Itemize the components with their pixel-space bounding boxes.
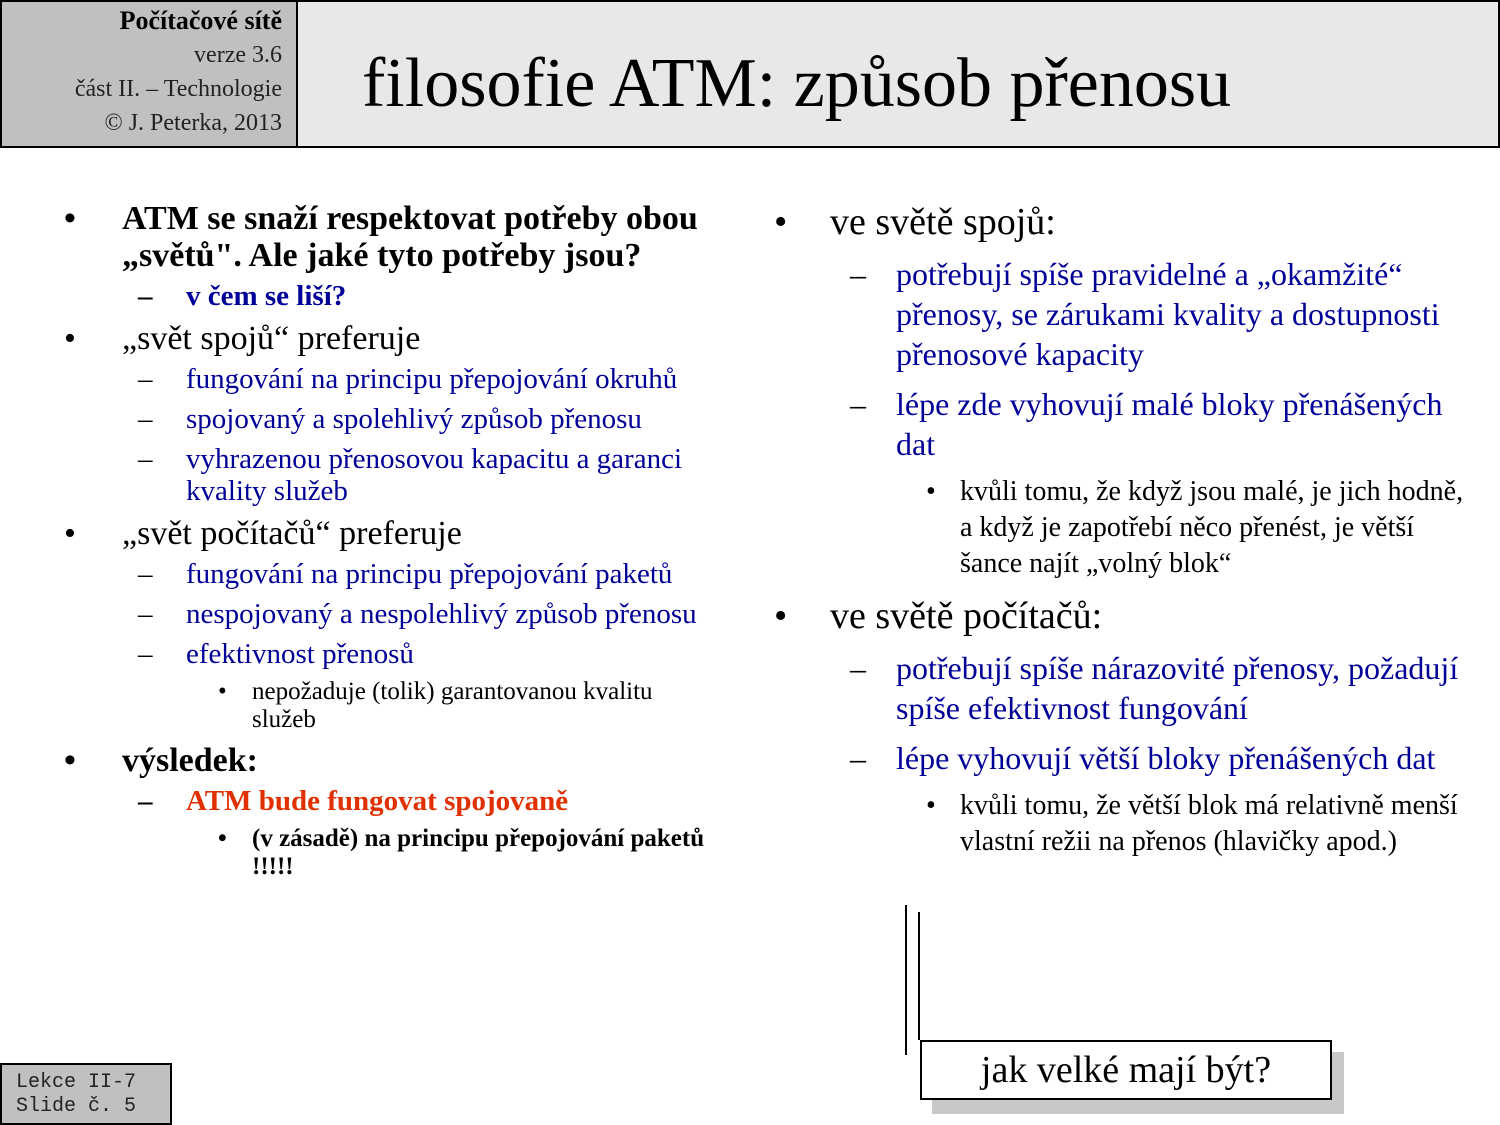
- sub-item: [60, 443, 710, 507]
- sub-item: [60, 638, 710, 670]
- item-text: kvůli tomu, že větší blok má relativně menší vlastní režii na přenos (hlavičky apod.): [960, 790, 1458, 857]
- bullet: •: [64, 320, 76, 357]
- bullet: •: [218, 825, 227, 852]
- dash-bullet: –: [138, 443, 153, 475]
- bullet: •: [774, 201, 788, 243]
- bullet: •: [218, 678, 227, 705]
- sub-sub-item: [770, 474, 1470, 582]
- item-text: kvůli tomu, že když jsou malé, je jich hodně, a když je zapotřebí něco přenést, je větší šance najít „volný blok“: [960, 476, 1464, 579]
- slide-number-box: [0, 1063, 172, 1125]
- bullet: •: [926, 790, 936, 821]
- item-text: ATM se snaží respektovat potřeby obou „světů". Ale jaké tyto potřeby jsou?: [122, 200, 698, 274]
- lecture-label: Lekce II-7: [16, 1071, 137, 1094]
- dash-bullet: –: [850, 256, 866, 292]
- list-item: [60, 320, 710, 357]
- sub-item: [770, 384, 1470, 464]
- item-text: nepožaduje (tolik) garantovanou kvalitu služeb: [252, 678, 653, 733]
- right-column: [770, 200, 1470, 872]
- bullet: •: [64, 742, 76, 779]
- dash-bullet: –: [850, 740, 866, 776]
- item-text: ve světě počítačů:: [830, 595, 1103, 637]
- list-item: [770, 594, 1470, 638]
- item-text: vyhrazenou přenosovou kapacitu a garanci kvality služeb: [186, 443, 683, 507]
- item-text: nespojovaný a nespolehlivý způsob přenosu: [186, 598, 697, 630]
- list-item: [770, 200, 1470, 244]
- sub-item: [60, 403, 710, 435]
- bullet: •: [926, 476, 936, 507]
- item-text: „svět spojů“ preferuje: [122, 320, 421, 357]
- bullet: •: [64, 200, 76, 237]
- sub-item: [770, 254, 1470, 374]
- sub-item: [770, 738, 1470, 778]
- item-text: potřebují spíše nárazovité přenosy, požadují spíše efektivnost fungování: [896, 650, 1459, 726]
- item-text: výsledek:: [122, 742, 258, 779]
- bracket-line: [918, 912, 920, 1040]
- dash-bullet: –: [850, 650, 866, 686]
- item-text: „svět počítačů“ preferuje: [122, 515, 462, 552]
- list-item: [60, 200, 710, 274]
- sub-item: [60, 363, 710, 395]
- sub-sub-item: [770, 788, 1470, 860]
- slide-label: Slide č. 5: [16, 1095, 137, 1118]
- item-text: v čem se liší?: [186, 280, 347, 312]
- dash-bullet: –: [138, 403, 153, 435]
- course-name: Počítačové sítě: [119, 6, 282, 35]
- item-text: lépe vyhovují větší bloky přenášených dat: [896, 740, 1436, 776]
- dash-bullet: –: [138, 363, 153, 395]
- sub-item: [60, 785, 710, 817]
- item-text: (v zásadě) na principu přepojování paketů !!!!!: [252, 825, 705, 880]
- dash-bullet: –: [138, 785, 153, 817]
- item-text: spojovaný a spolehlivý způsob přenosu: [186, 403, 642, 435]
- question-box: jak velké mají být?: [920, 1040, 1332, 1100]
- item-text: lépe zde vyhovují malé bloky přenášených dat: [896, 386, 1443, 462]
- item-text: ve světě spojů:: [830, 201, 1056, 243]
- version-label: verze 3.6: [194, 42, 282, 68]
- sub-item: [60, 598, 710, 630]
- title-bar: [298, 0, 1500, 148]
- dash-bullet: –: [138, 638, 153, 670]
- copyright-label: © J. Peterka, 2013: [104, 110, 282, 136]
- item-text: ATM bude fungovat spojovaně: [186, 785, 569, 817]
- course-info-box: [0, 0, 298, 148]
- sub-item: [770, 648, 1470, 728]
- dash-bullet: –: [138, 598, 153, 630]
- item-text: fungování na principu přepojování paketů: [186, 558, 673, 590]
- dash-bullet: –: [850, 386, 866, 422]
- sub-sub-item: [60, 678, 710, 734]
- sub-item: [60, 280, 710, 312]
- list-item: [60, 742, 710, 779]
- dash-bullet: –: [138, 558, 153, 590]
- dash-bullet: –: [138, 280, 153, 312]
- slide-title: filosofie ATM: způsob přenosu: [362, 45, 1232, 122]
- item-text: fungování na principu přepojování okruhů: [186, 363, 678, 395]
- item-text: efektivnost přenosů: [186, 638, 414, 670]
- item-text: potřebují spíše pravidelné a „okamžité“ přenosy, se zárukami kvality a dostupnosti přenosové kapacity: [896, 256, 1440, 372]
- sub-item: [60, 558, 710, 590]
- bullet: •: [774, 595, 788, 637]
- bullet: •: [64, 515, 76, 552]
- left-column: [60, 200, 710, 889]
- list-item: [60, 515, 710, 552]
- part-label: část II. – Technologie: [74, 76, 282, 102]
- sub-sub-item: [60, 825, 710, 881]
- bracket-line: [905, 905, 907, 1055]
